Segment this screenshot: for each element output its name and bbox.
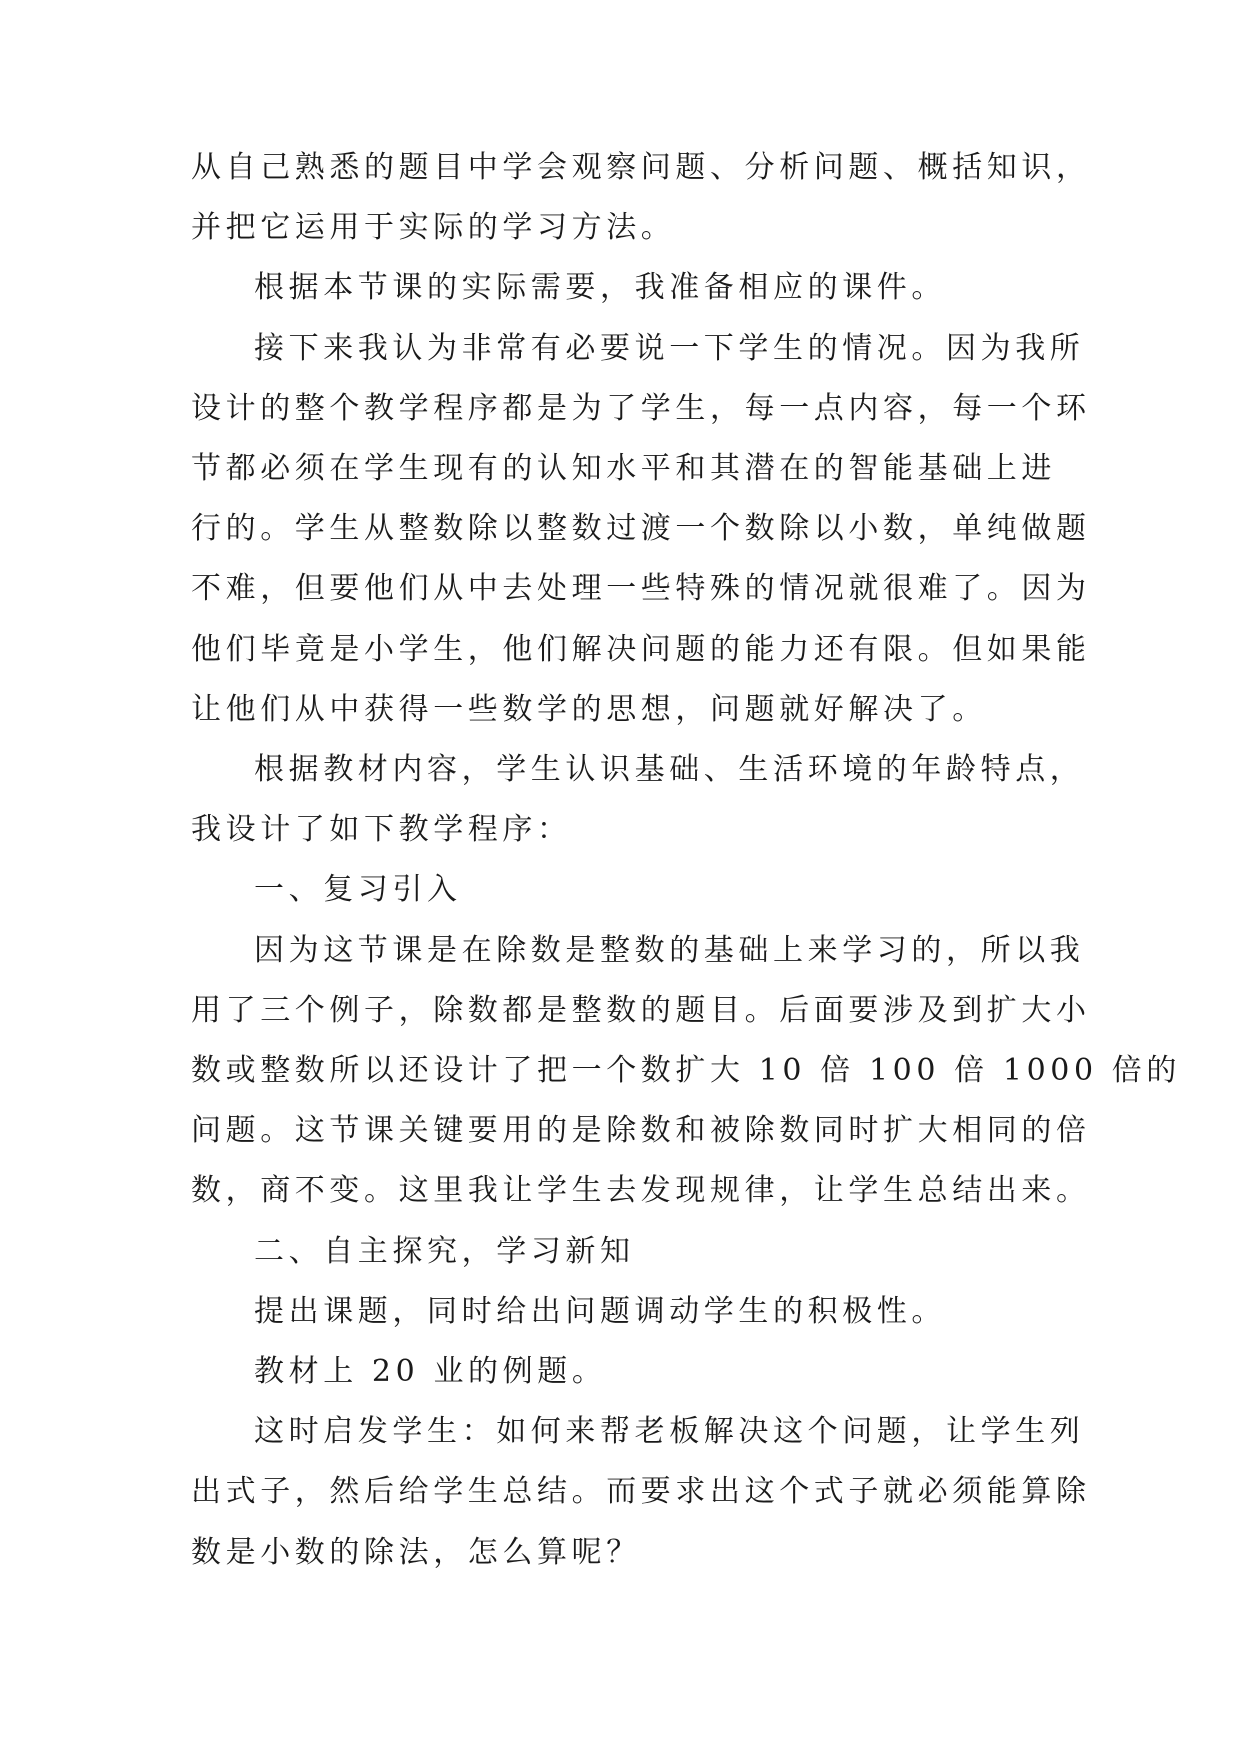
- text-line: 根据本节课的实际需要，我准备相应的课件。: [254, 270, 946, 306]
- text-line: 从自己熟悉的题目中学会观察问题、分析问题、概括知识，: [191, 150, 1091, 185]
- text-line: 因为这节课是在除数是整数的基础上来学习的，所以我: [254, 932, 1085, 968]
- paragraph: [191, 258, 1061, 318]
- text-line: 数，商不变。这里我让学生去发现规律，让学生总结出来。: [191, 1173, 1091, 1209]
- paragraph: [191, 1342, 1061, 1402]
- section-heading: [191, 1222, 1061, 1282]
- text-line: 设计的整个教学程序都是为了学生，每一点内容，每一个环: [191, 390, 1091, 426]
- text-line: 根据教材内容，学生认识基础、生活环境的年龄特点，: [254, 752, 1085, 788]
- text-line: 让他们从中获得一些数学的思想，问题就好解决了。: [191, 691, 987, 727]
- text-line: 不难，但要他们从中去处理一些特殊的情况就很难了。因为: [191, 571, 1091, 607]
- text-line: 二、自主探究，学习新知: [254, 1233, 635, 1269]
- section-heading: [191, 860, 1061, 920]
- text-line: 接下来我认为非常有必要说一下学生的情况。因为我所: [254, 330, 1085, 366]
- text-line: 出式子，然后给学生总结。而要求出这个式子就必须能算除: [191, 1474, 1091, 1510]
- paragraph: [191, 740, 1085, 860]
- text-line: 他们毕竟是小学生，他们解决问题的能力还有限。但如果能: [191, 631, 1091, 667]
- paragraph: [191, 921, 1181, 1222]
- text-line: 用了三个例子，除数都是整数的题目。后面要涉及到扩大小: [191, 992, 1091, 1028]
- text-line: 提出课题，同时给出问题调动学生的积极性。: [254, 1293, 946, 1329]
- paragraph: [191, 319, 1091, 740]
- paragraph: [191, 138, 1091, 258]
- text-line: 数或整数所以还设计了把一个数扩大 10 倍 100 倍 1000 倍的: [191, 1053, 1181, 1089]
- text-line: 数是小数的除法，怎么算呢？: [191, 1534, 641, 1570]
- text-line: 节都必须在学生现有的认知水平和其潜在的智能基础上进: [191, 451, 1056, 487]
- text-line: 我设计了如下教学程序：: [191, 812, 572, 848]
- document-body: [191, 138, 1181, 1583]
- paragraph: [191, 1402, 1091, 1583]
- text-line: 这时启发学生：如何来帮老板解决这个问题，让学生列: [254, 1414, 1085, 1450]
- text-line: 教材上 20 业的例题。: [254, 1354, 607, 1390]
- text-line: 问题。这节课关键要用的是除数和被除数同时扩大相同的倍: [191, 1113, 1091, 1149]
- text-line: 并把它运用于实际的学习方法。: [191, 210, 676, 246]
- text-line: 一、复习引入: [254, 872, 462, 908]
- paragraph: [191, 1282, 1061, 1342]
- text-line: 行的。学生从整数除以整数过渡一个数除以小数，单纯做题: [191, 511, 1091, 547]
